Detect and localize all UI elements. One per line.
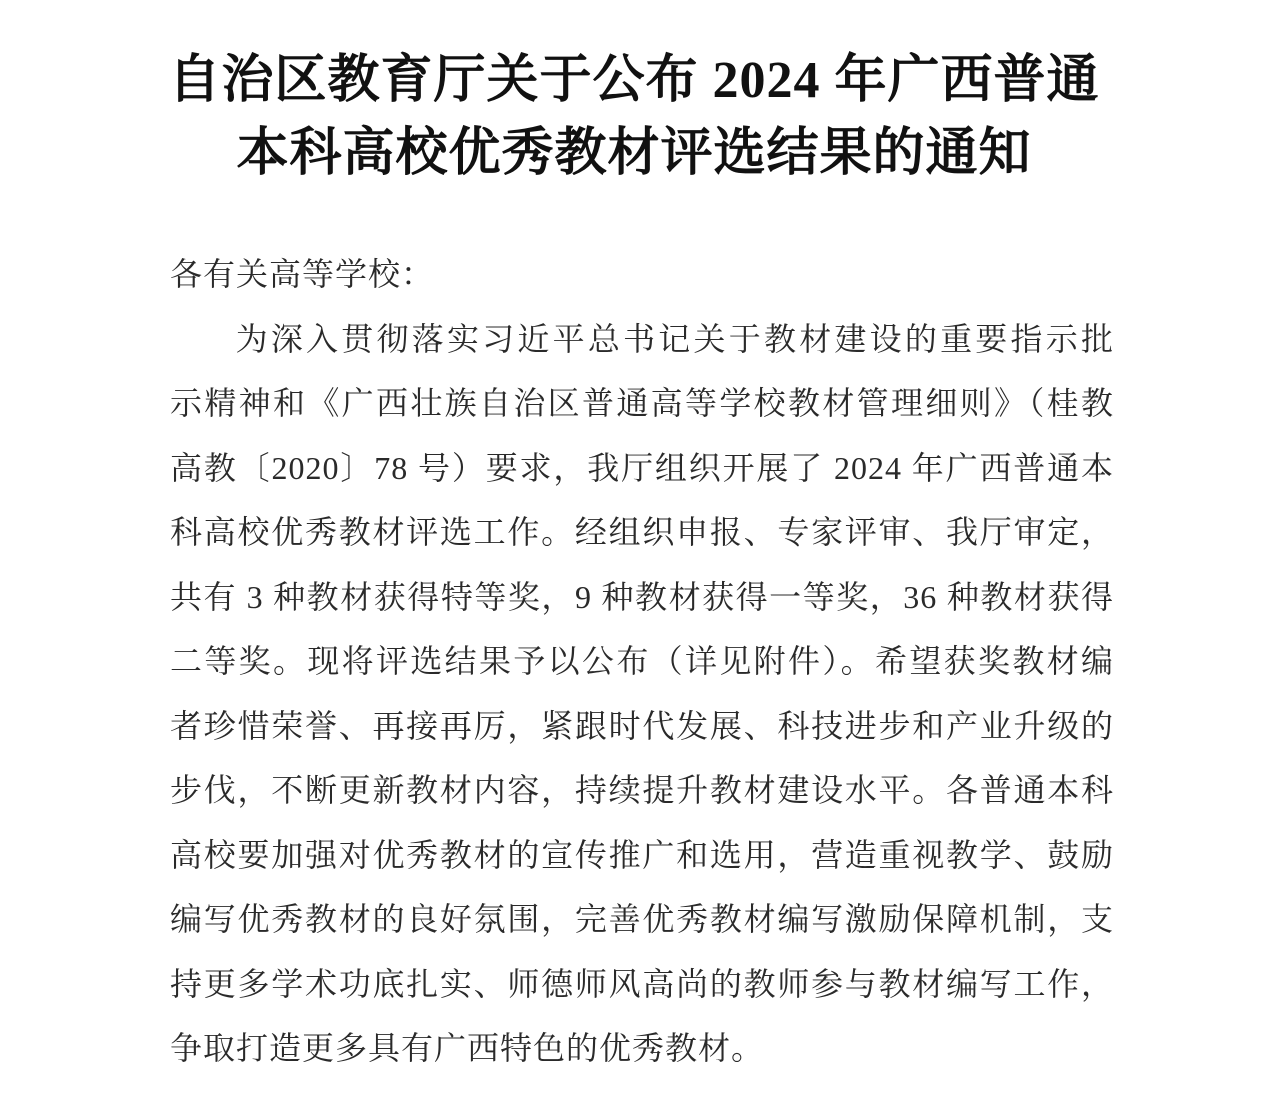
paragraph-line: 持更多学术功底扎实、师德师风高尚的教师参与教材编写工作， — [170, 965, 1114, 1002]
paragraph-line: 高校要加强对优秀教材的宣传推广和选用，营造重视教学、鼓励 — [170, 836, 1114, 873]
paragraph-line: 编写优秀教材的良好氛围，完善优秀教材编写激励保障机制，支 — [170, 901, 1114, 937]
paragraph-line: 示精神和《广西壮族自治区普通高等学校教材管理细则》（桂教 — [170, 385, 1114, 421]
salutation: 各有关高等学校： — [170, 256, 435, 292]
paragraph-line: 科高校优秀教材评选工作。经组织申报、专家评审、我厅审定， — [170, 514, 1114, 550]
paragraph-line: 者珍惜荣誉、再接再厉，紧跟时代发展、科技进步和产业升级的 — [170, 707, 1114, 744]
notice-title-line-1: 自治区教育厅关于公布 2024 年广西普通 — [168, 52, 1100, 109]
notice-title-line-2: 本科高校优秀教材评选结果的通知 — [236, 125, 1032, 182]
paragraph-line: 共有 3 种教材获得特等奖，9 种教材获得一等奖，36 种教材获得 — [170, 578, 1114, 615]
paragraph-line: 争取打造更多具有广西特色的优秀教材。 — [170, 1030, 765, 1066]
paragraph-line: 二等奖。现将评选结果予以公布（详见附件）。希望获奖教材编 — [170, 643, 1114, 679]
notice-title — [0, 0, 1268, 190]
notice-body — [170, 242, 1114, 1081]
paragraph-line: 高教〔2020〕78 号）要求，我厅组织开展了 2024 年广西普通本 — [170, 449, 1114, 486]
paragraph-line: 步伐，不断更新教材内容，持续提升教材建设水平。各普通本科 — [170, 772, 1114, 808]
paragraph-line: 为深入贯彻落实习近平总书记关于教材建设的重要指示批 — [235, 320, 1114, 357]
